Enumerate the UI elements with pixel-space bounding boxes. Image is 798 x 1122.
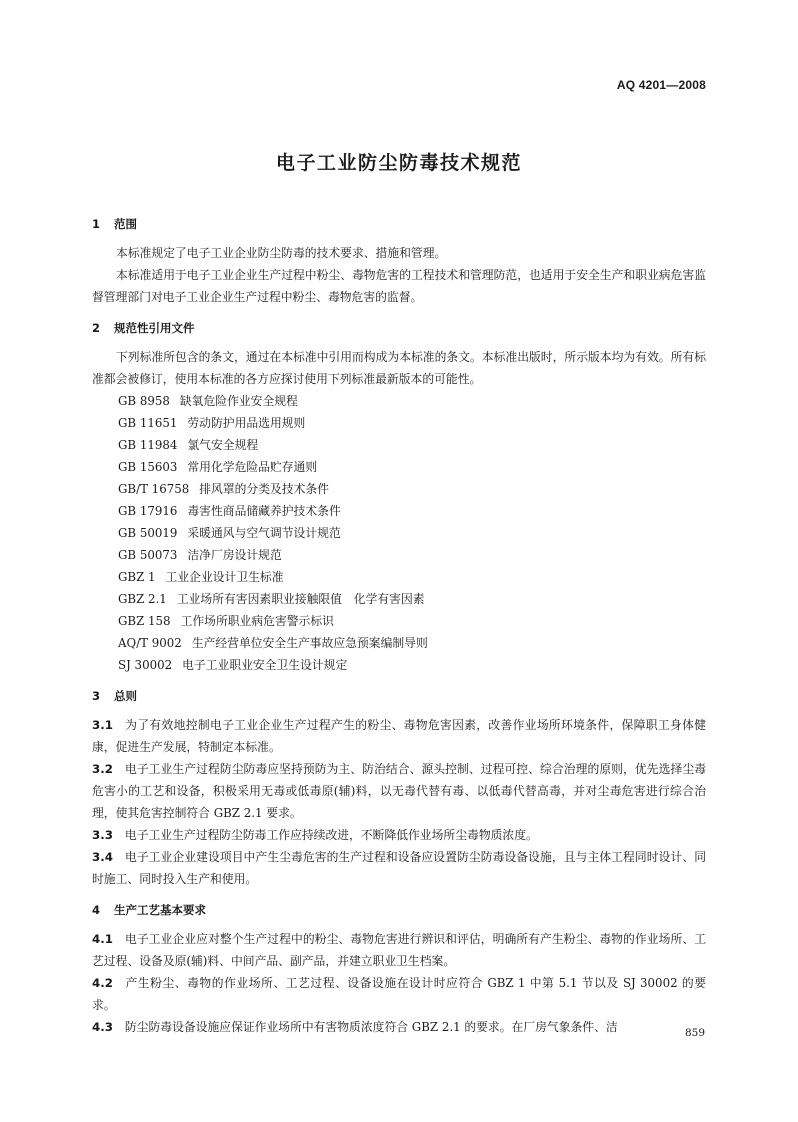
reference-item bbox=[92, 500, 706, 522]
reference-code: GB 15603 bbox=[118, 460, 178, 474]
document-title: 电子工业防尘防毒技术规范 bbox=[275, 152, 522, 174]
reference-code: SJ 30002 bbox=[118, 658, 173, 672]
reference-code: GBZ 158 bbox=[118, 614, 171, 628]
reference-title: 劳动防护用品选用规则 bbox=[187, 416, 306, 430]
paragraph: 下列标准所包含的条文，通过在本标准中引用而构成为本标准的条文。本标准出版时，所示版本均为有效。所有标准都会被修订，使用本标准的各方应探讨使用下列标准最新版本的可能性。 bbox=[92, 350, 706, 386]
clause bbox=[92, 928, 706, 972]
section-number: 2 bbox=[92, 321, 101, 335]
clause bbox=[92, 972, 706, 1016]
page-number: 859 bbox=[684, 1027, 705, 1039]
reference-item bbox=[92, 390, 706, 412]
clause bbox=[92, 824, 706, 846]
clause-number: 4.3 bbox=[92, 1020, 113, 1034]
clause bbox=[92, 758, 706, 824]
reference-title: 电子工业职业安全卫生设计规定 bbox=[182, 658, 348, 672]
reference-title: 采暖通风与空气调节设计规范 bbox=[187, 526, 341, 540]
clause bbox=[92, 846, 706, 890]
reference-code: GBZ 2.1 bbox=[118, 592, 167, 606]
clause-number: 3.1 bbox=[92, 718, 113, 732]
reference-title: 常用化学危险品贮存通则 bbox=[187, 460, 318, 474]
clause-number: 3.3 bbox=[92, 828, 113, 842]
reference-title: 生产经营单位安全生产事故应急预案编制导则 bbox=[191, 636, 428, 650]
section-title: 总则 bbox=[114, 689, 137, 703]
reference-code: AQ/T 9002 bbox=[118, 636, 182, 650]
section-heading-3 bbox=[92, 684, 706, 708]
reference-item bbox=[92, 588, 706, 610]
reference-code: GB 8958 bbox=[118, 394, 170, 408]
standard-code: AQ 4201—2008 bbox=[616, 78, 706, 92]
section-title: 范围 bbox=[114, 217, 137, 231]
reference-code: GBZ 1 bbox=[118, 570, 156, 584]
section-heading-2 bbox=[92, 316, 706, 340]
clause-number: 3.4 bbox=[92, 850, 113, 864]
clause-number: 4.2 bbox=[92, 976, 113, 990]
clause-text: 防尘防毒设备设施应保证作业场所中有害物质浓度符合 GBZ 2.1 的要求。在厂房气象条件、洁 bbox=[124, 1020, 618, 1034]
section-heading-4 bbox=[92, 898, 706, 922]
clause bbox=[92, 1016, 706, 1038]
clause-text: 电子工业生产过程防尘防毒应坚持预防为主、防治结合、源头控制、过程可控、综合治理的原则，优先选择尘毒危害小的工艺和设备，积极采用无毒或低毒原(辅)料，以无毒代替有毒、以低毒代替高毒，并对尘毒危害进行综合治理，使其危害控制符合 GBZ 2.1 要求。 bbox=[92, 762, 706, 820]
reference-code: GB 50073 bbox=[118, 548, 178, 562]
reference-title: 氯气安全规程 bbox=[187, 438, 259, 452]
reference-title: 工业企业设计卫生标准 bbox=[165, 570, 284, 584]
reference-title: 工作场所职业病危害警示标识 bbox=[180, 614, 334, 628]
paragraph: 本标准规定了电子工业企业防尘防毒的技术要求、措施和管理。 bbox=[116, 246, 447, 260]
clause-number: 3.2 bbox=[92, 762, 113, 776]
reference-title: 毒害性商品储藏养护技术条件 bbox=[187, 504, 341, 518]
reference-code: GB 11651 bbox=[118, 416, 178, 430]
reference-title: 排风罩的分类及技术条件 bbox=[199, 482, 329, 496]
reference-item bbox=[92, 610, 706, 632]
clause-number: 4.1 bbox=[92, 932, 113, 946]
reference-title: 缺氧危险作业安全规程 bbox=[179, 394, 298, 408]
reference-item bbox=[92, 478, 706, 500]
reference-item bbox=[92, 566, 706, 588]
section-number: 4 bbox=[92, 903, 101, 917]
clause-text: 电子工业生产过程防尘防毒工作应持续改进，不断降低作业场所尘毒物质浓度。 bbox=[124, 828, 538, 842]
reference-code: GB 17916 bbox=[118, 504, 178, 518]
reference-title: 洁净厂房设计规范 bbox=[187, 548, 282, 562]
reference-code: GB 11984 bbox=[118, 438, 178, 452]
reference-item bbox=[92, 434, 706, 456]
clause-text: 电子工业企业应对整个生产过程中的粉尘、毒物危害进行辨识和评估，明确所有产生粉尘、毒物的作业场所、工艺过程、设备及原(辅)料、中间产品、副产品，并建立职业卫生档案。 bbox=[92, 932, 706, 968]
reference-item bbox=[92, 632, 706, 654]
section-heading-1 bbox=[92, 212, 706, 236]
reference-item bbox=[92, 654, 706, 676]
clause-text: 产生粉尘、毒物的作业场所、工艺过程、设备设施在设计时应符合 GBZ 1 中第 5.1 节以及 SJ 30002 的要求。 bbox=[92, 976, 706, 1012]
reference-code: GB 50019 bbox=[118, 526, 178, 540]
reference-title: 工业场所有害因素职业接触限值 化学有害因素 bbox=[176, 592, 425, 606]
clause-text: 为了有效地控制电子工业企业生产过程产生的粉尘、毒物危害因素，改善作业场所环境条件，保障职工身体健康，促进生产发展，特制定本标准。 bbox=[92, 718, 706, 754]
clause bbox=[92, 714, 706, 758]
clause-text: 电子工业企业建设项目中产生尘毒危害的生产过程和设备应设置防尘防毒设备设施，且与主体工程同时设计、同时施工、同时投入生产和使用。 bbox=[92, 850, 706, 886]
section-title: 规范性引用文件 bbox=[114, 321, 195, 335]
section-number: 3 bbox=[92, 689, 101, 703]
reference-item bbox=[92, 412, 706, 434]
section-title: 生产工艺基本要求 bbox=[114, 903, 206, 917]
document-body bbox=[92, 208, 706, 1038]
reference-item bbox=[92, 456, 706, 478]
reference-item bbox=[92, 522, 706, 544]
reference-item bbox=[92, 544, 706, 566]
paragraph: 本标准适用于电子工业企业生产过程中粉尘、毒物危害的工程技术和管理防范，也适用于安全生产和职业病危害监督管理部门对电子工业企业生产过程中粉尘、毒物危害的监督。 bbox=[92, 268, 706, 304]
reference-code: GB/T 16758 bbox=[118, 482, 190, 496]
section-number: 1 bbox=[92, 217, 101, 231]
